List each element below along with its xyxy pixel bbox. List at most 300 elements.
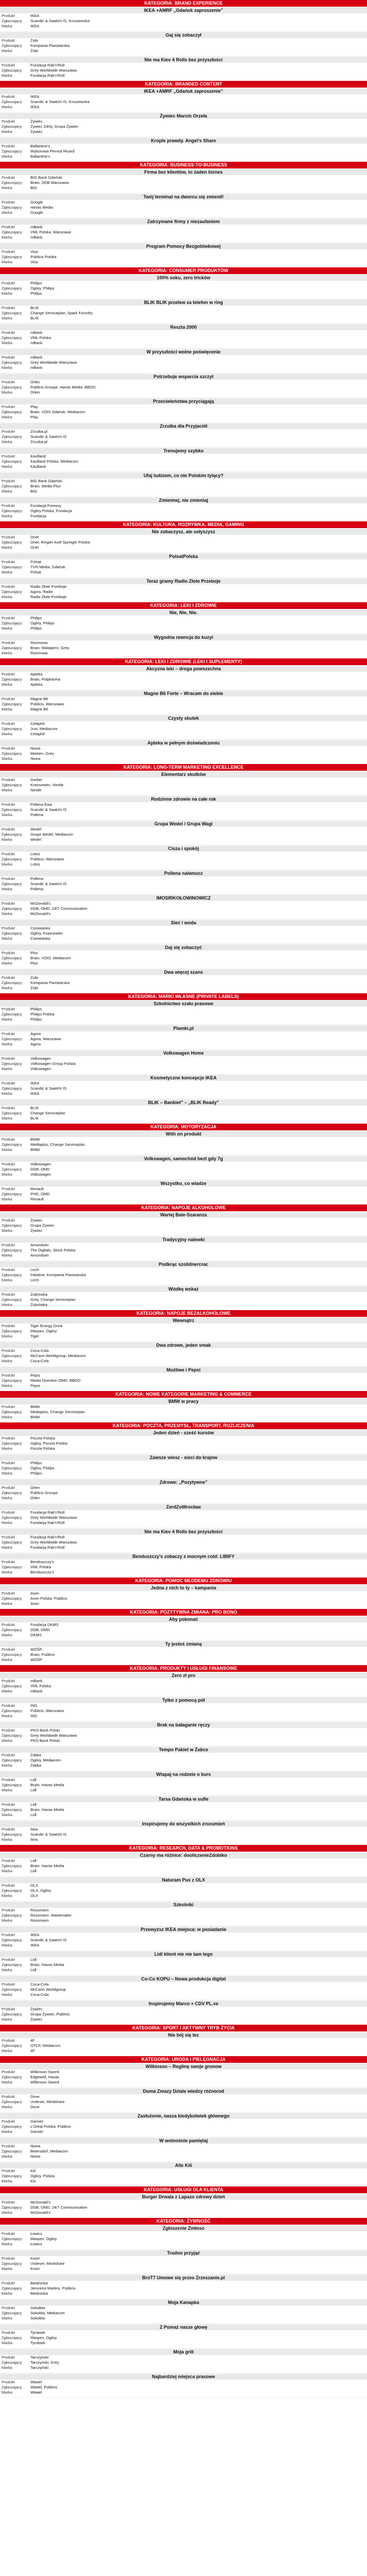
entry-row-client — [0, 1913, 367, 1918]
entry-row-product — [0, 1622, 367, 1628]
entry-row-product — [0, 2306, 367, 2311]
field-label: Marka — [2, 2242, 12, 2246]
field-label: Zgłaszający — [2, 1684, 22, 1688]
field-label: Marka — [2, 1837, 12, 1842]
field-label: Zgłaszający — [2, 1086, 22, 1091]
field-value: Cisowianka — [30, 936, 51, 941]
field-label: Marka — [2, 489, 12, 494]
field-value: VML Polska — [30, 1565, 51, 1569]
entry-row-product — [0, 926, 367, 931]
entry-row-client — [0, 434, 367, 439]
entry-row-client — [0, 1832, 367, 1837]
field-label: Marka — [2, 2316, 12, 2320]
field-label: Zgłaszający — [2, 2360, 22, 2365]
field-label: Produkt — [2, 1324, 15, 1328]
field-label: Zgłaszający — [2, 68, 22, 73]
field-label: Marka — [2, 365, 12, 370]
field-label: Marka — [2, 1738, 12, 1743]
field-label: Marka — [2, 1689, 12, 1693]
entry — [0, 1901, 367, 1926]
entry-row-product — [0, 200, 367, 205]
entry-row-product — [0, 1373, 367, 1378]
entry — [0, 739, 367, 764]
field-value: Zrzutka.pl — [30, 429, 47, 434]
field-label: Marka — [2, 651, 12, 655]
field-label: Produkt — [2, 975, 15, 980]
field-label: Produkt — [2, 1031, 15, 1036]
entry-row-client — [0, 1515, 367, 1520]
entry-title: BLIK – Bankiet” – „BLIK Ready” — [0, 1099, 367, 1106]
category-section — [0, 1205, 367, 1310]
entry-row-client — [0, 2012, 367, 2017]
field-label: Produkt — [2, 2094, 15, 2099]
field-value: Scandic & Saatchi IS — [30, 434, 67, 439]
field-value: Beiersdorf, Mediacom — [30, 2149, 68, 2154]
entry-title: Nie bój się tez — [0, 2032, 367, 2038]
entry — [0, 609, 367, 634]
field-value: Wawel, Publicis — [30, 2385, 58, 2389]
field-label: Zgłaszający — [2, 2311, 22, 2315]
entry-title: Zatrzymane firmy z niezaufaniem — [0, 218, 367, 225]
entry-title: W wolnośnie pamiętaj — [0, 2138, 367, 2144]
field-label: Produkt — [2, 175, 15, 180]
field-label: Produkt — [2, 454, 15, 459]
entry-row-brand — [0, 260, 367, 265]
field-label: Marka — [2, 1968, 12, 1972]
entry-row-product — [0, 1162, 367, 1167]
field-label: Produkt — [2, 63, 15, 67]
field-label: Zgłaszający — [2, 19, 22, 23]
field-value: Ogilvy, Philips — [30, 621, 55, 625]
field-label: Zgłaszający — [2, 1012, 22, 1016]
entry-title: Z Pomaż nasze głowę — [0, 2324, 367, 2330]
field-label: Zgłaszający — [2, 124, 22, 129]
field-value: Fundacja Rak'n'Roll — [30, 73, 65, 78]
field-label: Zgłaszający — [2, 2149, 22, 2154]
entry-row-product — [0, 1679, 367, 1684]
entry-row-client — [0, 677, 367, 682]
field-value: BMW — [30, 1137, 40, 1142]
entry-row-brand — [0, 1228, 367, 1233]
category-header: KATEGORIA: URODA I PIELĘGNACJA — [0, 2056, 367, 2063]
entry-row-brand — [0, 1992, 367, 1997]
entry-row-client — [0, 1441, 367, 1446]
field-label: Marka — [2, 1657, 12, 1662]
field-value: Mediaplus, Change Serviceplan — [30, 1410, 85, 1414]
entry-row-product — [0, 1137, 367, 1142]
field-value: Plus — [30, 951, 38, 955]
field-label: Produkt — [2, 2007, 15, 2011]
entry-row-client — [0, 646, 367, 651]
entry — [0, 2162, 367, 2187]
entry — [0, 2373, 367, 2398]
field-value: mBank — [30, 330, 43, 335]
entry-row-product — [0, 1703, 367, 1708]
entry-row-product — [0, 2094, 367, 2099]
entry-title: Zdrowe: „Pozytywne” — [0, 1479, 367, 1485]
field-label: Marka — [2, 1869, 12, 1873]
field-label: Marka — [2, 341, 12, 345]
entry-row-client — [0, 882, 367, 887]
field-value: mBank — [30, 341, 43, 345]
entry — [0, 2324, 367, 2348]
entry — [0, 1342, 367, 1366]
entry-row-product — [0, 1081, 367, 1086]
entry-row-brand — [0, 105, 367, 110]
entry — [0, 2112, 367, 2137]
field-value: Havas Media — [30, 205, 53, 210]
entry — [0, 1074, 367, 1099]
entry-row-product — [0, 13, 367, 19]
category-section — [0, 1124, 367, 1205]
field-label: Zgłaszający — [2, 783, 22, 787]
entry — [0, 1398, 367, 1422]
entry-row-brand — [0, 1496, 367, 1501]
field-label: Zgłaszający — [2, 1962, 22, 1967]
field-value: Dove — [30, 2105, 40, 2109]
entry-row-client — [0, 230, 367, 235]
field-value: Tymbark — [30, 2330, 45, 2335]
entry-row-brand — [0, 1657, 367, 1663]
field-label: Zgłaszający — [2, 565, 22, 569]
entry-row-product — [0, 2380, 367, 2385]
field-value: Scandic & Saatchi IS, Kruszewska — [30, 99, 90, 104]
field-label: Produkt — [2, 479, 15, 483]
field-label: Zgłaszający — [2, 1540, 22, 1545]
entry-row-client — [0, 2149, 367, 2154]
entry-row-brand — [0, 1116, 367, 1121]
entry-row-client — [0, 751, 367, 756]
field-label: Marka — [2, 2129, 12, 2134]
entry-row-client — [0, 124, 367, 129]
entry-title: Tylko z pomocą pół — [0, 1697, 367, 1703]
field-value: BMW — [30, 1404, 40, 1409]
field-value: Ogilvy, Poczta Polska — [30, 1441, 68, 1446]
field-value: Sokołów — [30, 2316, 45, 2320]
field-value: Sokołów — [30, 2306, 45, 2310]
entry — [0, 1640, 367, 1665]
entry-title: Nie ma Kiev 4 Rolls bez przyszłości — [0, 57, 367, 63]
field-value: Volkswagen — [30, 1056, 52, 1061]
field-label: Marka — [2, 1066, 12, 1071]
field-value: Media Direction OMD, BBDO — [30, 1378, 81, 1383]
entry-row-brand — [0, 390, 367, 395]
field-value: Kaufland — [30, 464, 46, 469]
category-section — [0, 521, 367, 602]
entry-row-client — [0, 2099, 367, 2105]
field-label: Marka — [2, 1253, 12, 1258]
category-header: KATEGORIA: CONSUMER PRODUKTÓW — [0, 267, 367, 274]
field-value: Rossmann, Wavemaker — [30, 1913, 72, 1918]
entry-row-brand — [0, 2017, 367, 2022]
field-label: Marka — [2, 1992, 12, 1997]
entry-row-client — [0, 1167, 367, 1172]
field-value: Nivea — [30, 2154, 41, 2159]
entry — [0, 1236, 367, 1261]
entry-row-product — [0, 2119, 367, 2124]
field-value: Publicis, Warszawa — [30, 857, 64, 861]
entry-title: Nie ma Kiev 4 Rolls bez przyszłości — [0, 1529, 367, 1535]
entry-title: Nie zobaczysz, ale usłyszysz — [0, 529, 367, 535]
field-value: Ikea — [30, 1837, 38, 1842]
field-value: Play — [30, 415, 38, 419]
field-value: Lotos — [30, 862, 40, 867]
field-value: IKEA — [30, 24, 40, 28]
field-label: Marka — [2, 707, 12, 711]
entry — [0, 497, 367, 521]
entry-title: Przewyższ IKEA miejsca: w posiadanie — [0, 1926, 367, 1933]
entry-row-product — [0, 2281, 367, 2286]
field-label: Zgłaszający — [2, 1167, 22, 1172]
field-label: Zgłaszający — [2, 1987, 22, 1992]
entry-row-brand — [0, 1893, 367, 1899]
field-label: Produkt — [2, 1162, 15, 1166]
field-label: Zgłaszający — [2, 1378, 22, 1383]
field-value: Plus — [30, 961, 38, 965]
category-section — [0, 267, 367, 521]
entry-row-product — [0, 1031, 367, 1037]
entry-row-client — [0, 2261, 367, 2266]
field-label: Produkt — [2, 200, 15, 205]
field-value: Lidl — [30, 1858, 37, 1863]
entry — [0, 2274, 367, 2299]
entry-row-client — [0, 906, 367, 911]
field-label: Marka — [2, 1042, 12, 1046]
entry-row-client — [0, 1111, 367, 1116]
entry-row-product — [0, 281, 367, 286]
entry — [0, 2193, 367, 2218]
field-value: Wawel — [30, 2390, 42, 2395]
field-value: Marken, Grey — [30, 751, 54, 756]
entry-row-brand — [0, 185, 367, 191]
category-section — [0, 2025, 367, 2056]
entry-row-brand — [0, 837, 367, 842]
field-label: Zgłaszający — [2, 1832, 22, 1837]
entry-row-client — [0, 540, 367, 545]
entry — [0, 1454, 367, 1479]
field-label: Zgłaszający — [2, 1037, 22, 1041]
entry-row-brand — [0, 1689, 367, 1694]
field-label: Zgłaszający — [2, 2335, 22, 2340]
field-label: Zgłaszający — [2, 311, 22, 315]
entry — [0, 1049, 367, 1074]
entry — [0, 243, 367, 267]
field-value: Grey Worldwide Warszawa — [30, 1733, 77, 1738]
field-label: Produkt — [2, 746, 15, 751]
entry-row-brand — [0, 1788, 367, 1793]
category-header: KATEGORIA: POMOC MŁODEMU ZDROWIU — [0, 1578, 367, 1584]
field-value: Cetaphil — [30, 721, 45, 726]
field-label: Zgłaszający — [2, 43, 22, 48]
field-value: ING — [30, 1703, 38, 1708]
entry-title: Co-Co KOPU – Nowa produkcja digital — [0, 1976, 367, 1982]
entry — [0, 398, 367, 422]
field-label: Produkt — [2, 1373, 15, 1378]
field-value: Brain, Media Plus — [30, 484, 61, 488]
field-value: DDB, OMD — [30, 1167, 50, 1172]
field-label: Produkt — [2, 1535, 15, 1539]
entry-row-brand — [0, 365, 367, 370]
entry-row-client — [0, 2043, 367, 2048]
field-value: Publicis, Warszawa — [30, 1708, 64, 1713]
field-value: McCann Worldgroup, Mediacom — [30, 1353, 86, 1358]
field-label: Zgłaszający — [2, 1708, 22, 1713]
field-label: Produkt — [2, 1777, 15, 1782]
field-value: Pepsi — [30, 1383, 40, 1388]
entry-row-brand — [0, 1837, 367, 1842]
field-label: Marka — [2, 514, 12, 518]
field-value: Żywiec — [30, 1228, 43, 1233]
entry — [0, 193, 367, 218]
field-label: Marka — [2, 570, 12, 574]
entry-row-brand — [0, 1520, 367, 1526]
field-value: Knorr — [30, 2266, 40, 2271]
field-value: Coca-Cola — [30, 1348, 49, 1353]
entry-row-client — [0, 2335, 367, 2341]
field-label: Marka — [2, 210, 12, 215]
field-value: Cetaphil — [30, 732, 45, 736]
field-label: Produkt — [2, 827, 15, 832]
entry-row-client — [0, 1378, 367, 1383]
field-label: Produkt — [2, 13, 15, 18]
field-label: Produkt — [2, 616, 15, 620]
field-label: Produkt — [2, 1081, 15, 1086]
field-value: Tiger Energy Drink — [30, 1324, 63, 1328]
entry-row-brand — [0, 1714, 367, 1719]
field-label: Produkt — [2, 1728, 15, 1733]
field-value: Lidl — [30, 1869, 37, 1873]
field-label: Zgłaszający — [2, 2286, 22, 2291]
entry-row-brand — [0, 756, 367, 761]
field-value: Maspex, Ogilvy — [30, 2236, 57, 2241]
entry-row-product — [0, 479, 367, 484]
field-value: TVN Media, Gdańsk — [30, 565, 65, 569]
field-label: Produkt — [2, 926, 15, 930]
category-section — [0, 2218, 367, 2398]
entry-row-client — [0, 621, 367, 626]
entry-row-product — [0, 640, 367, 646]
field-value: Wawel — [30, 2380, 42, 2384]
field-label: Produkt — [2, 1679, 15, 1683]
field-value: Benduszczy's — [30, 1570, 54, 1574]
field-value: Poczta Polska — [30, 1436, 55, 1440]
entry-title: Benduszczy’s zobaczy z mocnym cold: LIBIFY — [0, 1553, 367, 1560]
entry-row-product — [0, 306, 367, 311]
field-value: Pollena — [30, 887, 44, 891]
entry — [0, 1285, 367, 1310]
category-header: KATEGORIA: POCZTA, PRZEMYSŁ, TRANSPORT, ROZLICZENIA — [0, 1422, 367, 1429]
field-label: Produkt — [2, 2038, 15, 2043]
field-label: Marka — [2, 1601, 12, 1606]
field-value: Onet, Ringier Axel Springer Polska — [30, 540, 90, 545]
entry-row-client — [0, 2286, 367, 2291]
field-value: BLIK — [30, 1106, 39, 1110]
field-value: Lech — [30, 1267, 39, 1272]
field-value: McDonald's — [30, 2210, 51, 2215]
field-value: Publicis Groupe — [30, 1490, 58, 1495]
entry-row-product — [0, 63, 367, 68]
entry-row-brand — [0, 2210, 367, 2215]
field-label: Produkt — [2, 1858, 15, 1863]
field-value: Grey Worldwide Warszawa — [30, 1515, 77, 1520]
entry-row-client — [0, 2360, 367, 2365]
entry-title: Grupa Wedel / Grupa Wagi — [0, 821, 367, 827]
field-label: Marka — [2, 986, 12, 990]
entry-title: Tarsa Gdańska w sufle — [0, 1796, 367, 1802]
field-label: Marka — [2, 464, 12, 469]
field-value: Knorr — [30, 2256, 40, 2261]
entry-row-product — [0, 225, 367, 230]
field-value: Grupa Żywiec, Publicis — [30, 2012, 70, 2016]
field-value: Pollena Ewa — [30, 802, 52, 807]
entry — [0, 944, 367, 969]
field-value: IKEA — [30, 13, 40, 18]
entry-row-brand — [0, 2316, 367, 2321]
entry-row-client — [0, 1888, 367, 1893]
field-label: Marka — [2, 1383, 12, 1388]
entry-row-product — [0, 144, 367, 149]
entry-row-client — [0, 1540, 367, 1545]
entry-row-brand — [0, 1302, 367, 1308]
field-label: Marka — [2, 24, 12, 28]
entry-row-product — [0, 2256, 367, 2261]
entry-title: Elementarz skutków — [0, 771, 367, 777]
field-label: Zgłaszający — [2, 1758, 22, 1762]
field-value: Brain, Havas Media — [30, 1783, 64, 1787]
entry-row-brand — [0, 1601, 367, 1606]
entry-row-client — [0, 589, 367, 595]
entry-row-brand — [0, 316, 367, 321]
entry-row-product — [0, 2007, 367, 2012]
entry — [0, 1672, 367, 1697]
field-label: Marka — [2, 1918, 12, 1923]
entry-title: BLIK BLIK przelew za telefon w ring — [0, 299, 367, 306]
entry-title: Wódkę wskaż — [0, 1286, 367, 1292]
entry-title: Żywiec Marcin Orzeła — [0, 113, 367, 119]
field-label: Produkt — [2, 380, 15, 384]
field-value: Radio Złote Przeboje — [30, 584, 67, 589]
field-label: Marka — [2, 1471, 12, 1476]
field-label: Zgłaszający — [2, 1515, 22, 1520]
entry-title: IMOSIRKOŁOWINOWICZ — [0, 895, 367, 901]
field-value: mBank — [30, 1689, 43, 1693]
field-label: Produkt — [2, 2281, 15, 2285]
field-label: Marka — [2, 911, 12, 916]
entry — [0, 870, 367, 894]
category-section — [0, 1422, 367, 1578]
entry-row-client — [0, 1192, 367, 1197]
field-label: Marka — [2, 1091, 12, 1096]
field-label: Zgłaszający — [2, 99, 22, 104]
entry-title: Moja Kanapka — [0, 2299, 367, 2306]
field-label: Produkt — [2, 503, 15, 508]
field-value: IKEA — [30, 94, 40, 99]
field-label: Produkt — [2, 1647, 15, 1652]
field-label: Produkt — [2, 2200, 15, 2205]
entry-row-brand — [0, 2390, 367, 2395]
field-label: Marka — [2, 1334, 12, 1338]
entry-row-product — [0, 1056, 367, 1061]
field-value: Orlen — [30, 390, 40, 395]
entry-row-client — [0, 857, 367, 862]
entry-row-client — [0, 1410, 367, 1415]
field-label: Zgłaszający — [2, 1628, 22, 1632]
field-value: Edgewell, Havas — [30, 2075, 59, 2079]
entry-row-brand — [0, 707, 367, 712]
field-label: Zgłaszający — [2, 906, 22, 911]
entry-row-client — [0, 1297, 367, 1302]
entry-row-product — [0, 1292, 367, 1297]
